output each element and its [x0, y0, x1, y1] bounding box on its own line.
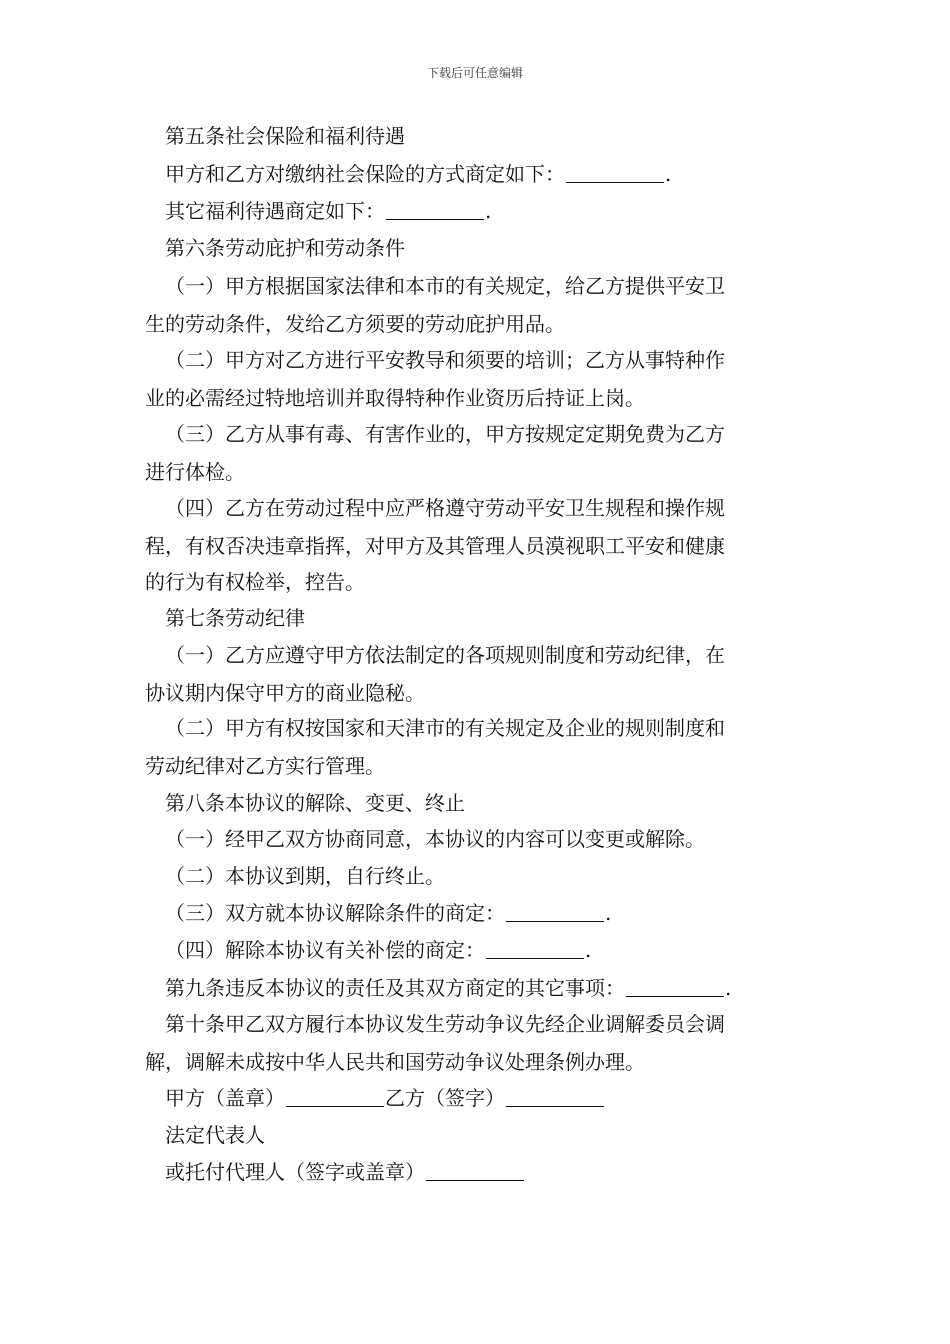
line-text: （一）乙方应遵守甲方依法制定的各项规则制度和劳动纪律，在	[165, 643, 725, 667]
document-line	[165, 1121, 835, 1149]
line-text: 甲方（盖章）	[165, 1086, 285, 1110]
line-text-after: .	[585, 938, 592, 962]
document-line	[165, 1010, 835, 1038]
document-line	[165, 1084, 835, 1112]
document-line	[165, 714, 835, 742]
line-text: （一）经甲乙双方协商同意，本协议的内容可以变更或解除。	[165, 827, 705, 851]
fill-in-blank[interactable]	[626, 976, 724, 997]
line-text: （一）甲方根据国家法律和本市的有关规定，给乙方提供平安卫	[165, 274, 725, 298]
line-text: 进行体检。	[145, 460, 245, 484]
line-text: 协议期内保守甲方的商业隐秘。	[145, 681, 425, 705]
document-line	[165, 604, 835, 632]
line-text: （四）乙方在劳动过程中应严格遵守劳动平安卫生规程和操作规	[165, 496, 725, 520]
document-line	[165, 160, 835, 188]
document-line	[165, 641, 835, 669]
document-line	[145, 458, 815, 486]
line-text: （二）本协议到期，自行终止。	[165, 864, 445, 888]
line-text: （二）甲方有权按国家和天津市的有关规定及企业的规则制度和	[165, 716, 725, 740]
line-text: 或托付代理人（签字或盖章）	[165, 1160, 425, 1184]
fill-in-blank[interactable]	[486, 938, 584, 959]
document-line	[145, 310, 815, 338]
document-line	[165, 1158, 835, 1186]
document-line	[165, 346, 835, 374]
document-line	[165, 420, 835, 448]
fill-in-blank[interactable]	[386, 199, 484, 220]
line-text: 甲方和乙方对缴纳社会保险的方式商定如下：	[165, 162, 565, 186]
document-line	[145, 679, 815, 707]
fill-in-blank[interactable]	[566, 162, 664, 183]
document-line	[165, 122, 835, 150]
line-text: 第六条劳动庇护和劳动条件	[165, 236, 405, 260]
document-line	[165, 974, 835, 1002]
line-text: （二）甲方对乙方进行平安教导和须要的培训；乙方从事特种作	[165, 348, 725, 372]
line-text: （三）乙方从事有毒、有害作业的，甲方按规定定期免费为乙方	[165, 422, 725, 446]
line-text: 其它福利待遇商定如下：	[165, 199, 385, 223]
line-text: 法定代表人	[165, 1123, 265, 1147]
line-text-after: .	[485, 199, 492, 223]
page-header: 下载后可任意编辑	[426, 66, 523, 80]
line-text: 第七条劳动纪律	[165, 606, 305, 630]
document-line	[165, 272, 835, 300]
line-text: 第十条甲乙双方履行本协议发生劳动争议先经企业调解委员会调	[165, 1012, 725, 1036]
document-line	[165, 825, 835, 853]
fill-in-blank[interactable]	[506, 1086, 604, 1107]
document-line	[165, 789, 835, 817]
line-text-after: 乙方（签字）	[385, 1086, 505, 1110]
line-text: 解，调解未成按中华人民共和国劳动争议处理条例办理。	[145, 1050, 645, 1074]
fill-in-blank[interactable]	[286, 1086, 384, 1107]
document-line	[165, 936, 835, 964]
line-text: （三）双方就本协议解除条件的商定：	[165, 901, 505, 925]
line-text-after: .	[665, 162, 672, 186]
line-text-after: .	[725, 976, 732, 1000]
document-line	[145, 384, 815, 412]
document-line	[145, 532, 815, 560]
document-line	[165, 494, 835, 522]
fill-in-blank[interactable]	[426, 1160, 524, 1181]
line-text: （四）解除本协议有关补偿的商定：	[165, 938, 485, 962]
line-text: 程，有权否决违章指挥，对甲方及其管理人员漠视职工平安和健康	[145, 534, 725, 558]
line-text-after: .	[605, 901, 612, 925]
document-line	[145, 568, 815, 596]
line-text: 第九条违反本协议的责任及其双方商定的其它事项：	[165, 976, 625, 1000]
document-line	[165, 234, 835, 262]
line-text: 的行为有权检举，控告。	[145, 570, 365, 594]
line-text: 生的劳动条件，发给乙方须要的劳动庇护用品。	[145, 312, 565, 336]
document-line	[145, 1048, 815, 1076]
line-text: 第八条本协议的解除、变更、终止	[165, 791, 465, 815]
document-line	[145, 752, 815, 780]
document-line	[165, 899, 835, 927]
document-line	[165, 862, 835, 890]
line-text: 劳动纪律对乙方实行管理。	[145, 754, 385, 778]
document-line	[165, 197, 835, 225]
line-text: 业的必需经过特地培训并取得特种作业资历后持证上岗。	[145, 386, 645, 410]
fill-in-blank[interactable]	[506, 901, 604, 922]
line-text: 第五条社会保险和福利待遇	[165, 124, 405, 148]
